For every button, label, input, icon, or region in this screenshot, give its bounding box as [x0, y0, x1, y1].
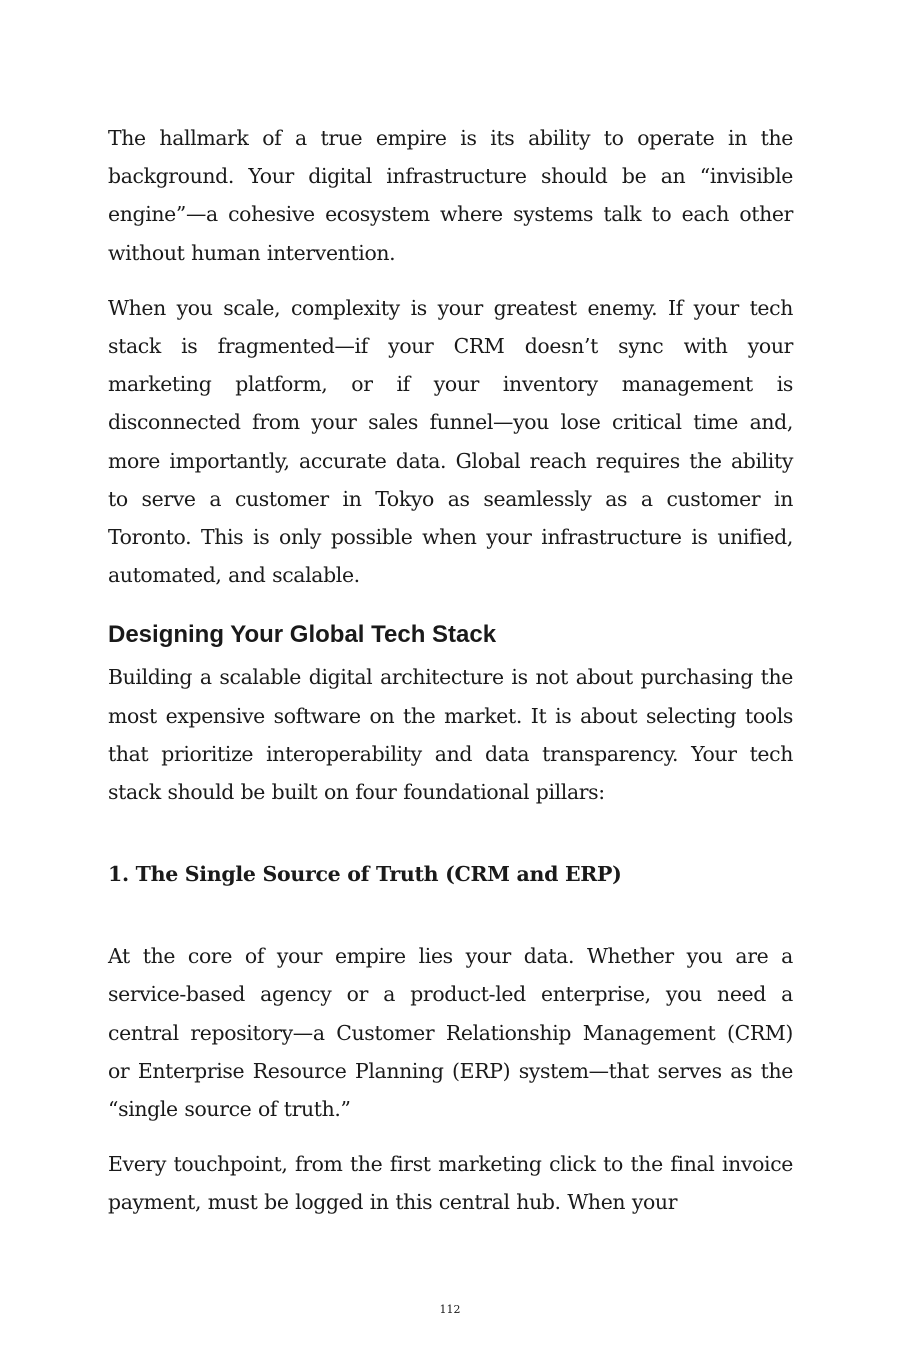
section-heading: Designing Your Global Tech Stack [108, 621, 497, 649]
paragraph-tech-stack-intro: Building a scalable digital architecture is not about purchasing the most expensive software on the market. It is about selecting tools that prioritize interoperability and data transparency. Your tech stack should be built on four foundational pillars: [108, 665, 793, 805]
paragraph-core-data: At the core of your empire lies your data. Whether you are a service-based agency or a product-led enterprise, you need a central repository—a Customer Relationship Management (CRM) or Enterprise Resource Planning (ERP) system—that serves as the “single source of truth.” [108, 944, 793, 1122]
paragraph-invisible-engine: The hallmark of a true empire is its ability to operate in the background. Your digital infrastructure should be an “invisible engine”—a cohesive ecosystem where systems talk to each other without human intervention. [108, 126, 793, 265]
page-content [108, 119, 793, 1239]
page-number: 112 [439, 1303, 461, 1316]
paragraph-complexity: When you scale, complexity is your greatest enemy. If your tech stack is fragmented—if your CRM doesn’t sync with your marketing platform, or if your inventory management is disconnected from your sales funnel—you lose critical time and, more importantly, accurate data. Global reach requires the ability to serve a customer in Tokyo as seamlessly as a customer in Toronto. This is only possible when your infrastructure is unified, automated, and scalable. [108, 295, 793, 588]
subsection-heading: 1. The Single Source of Truth (CRM and ERP) [108, 862, 622, 887]
paragraph-touchpoints: Every touchpoint, from the first marketing click to the final invoice payment, must be logged in this central hub. When your [108, 1152, 793, 1215]
